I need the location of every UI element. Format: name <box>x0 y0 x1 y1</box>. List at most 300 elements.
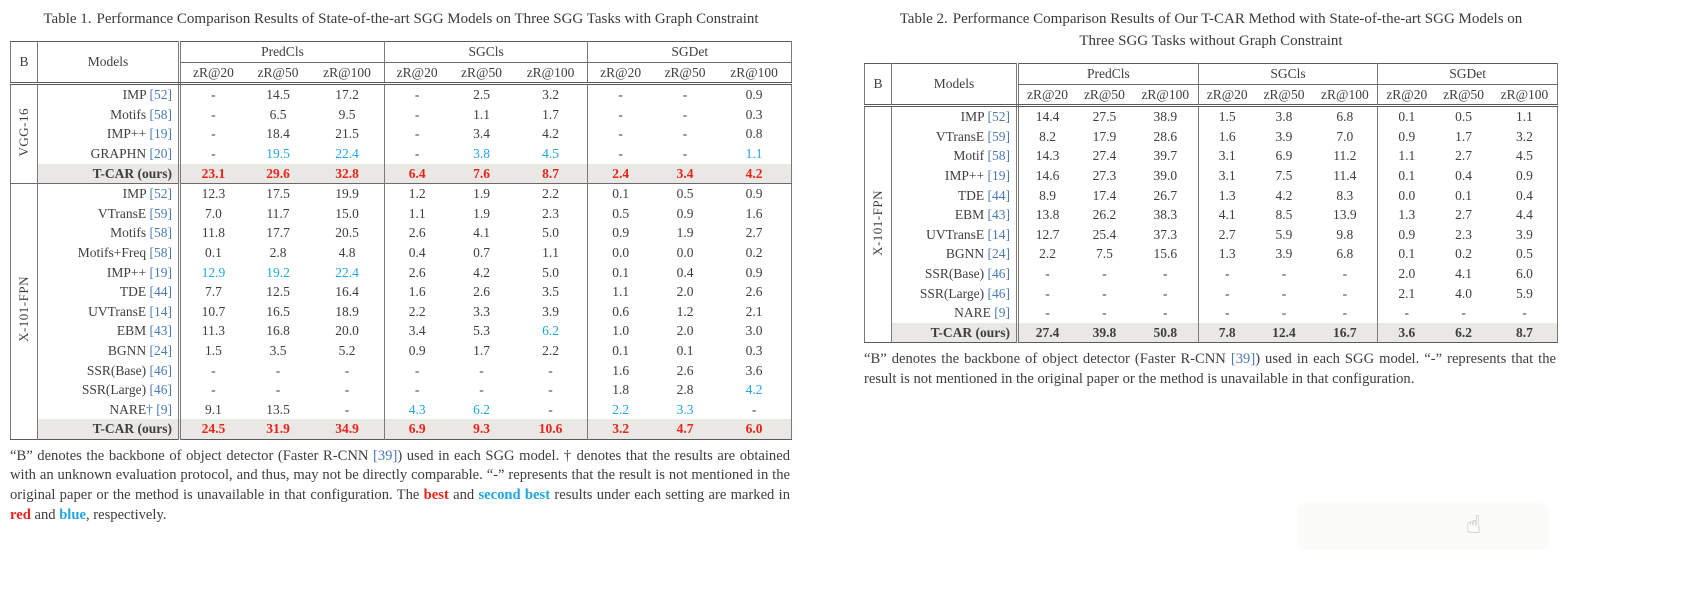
data-cell: 1.1 <box>1378 146 1435 166</box>
data-cell: 23.1 <box>180 164 246 184</box>
data-cell: 14.6 <box>1035 167 1060 183</box>
data-cell: 1.1 <box>473 106 490 122</box>
data-cell: 37.3 <box>1153 226 1178 242</box>
data-cell: - <box>1342 265 1348 281</box>
citation-ref[interactable]: [20] <box>149 145 172 161</box>
data-cell: 2.7 <box>745 225 763 241</box>
model-name: IMP <box>122 87 147 103</box>
data-cell: - <box>1198 264 1255 284</box>
model-name-cell <box>892 323 1018 343</box>
data-cell: 3.4 <box>473 126 490 142</box>
model-name: VTransE <box>935 128 985 144</box>
data-cell: 6.2 <box>1435 323 1492 343</box>
data-cell: 0.1 <box>1378 166 1435 186</box>
data-cell: - <box>1198 303 1255 323</box>
model-name-cell <box>892 166 1018 186</box>
data-cell: - <box>1461 305 1466 321</box>
citation-ref[interactable]: [58] <box>149 244 172 260</box>
backbone-col-header: B <box>11 42 38 84</box>
data-cell: 0.1 <box>1378 244 1435 264</box>
table-row <box>865 146 1558 166</box>
data-cell: 2.6 <box>384 223 449 243</box>
table-row <box>865 186 1558 206</box>
data-cell: 1.3 <box>1198 244 1255 264</box>
data-cell: 0.1 <box>588 184 653 204</box>
model-name: EBM <box>116 323 147 339</box>
metric-header: zR@100 <box>1492 84 1558 106</box>
data-cell: 1.1 <box>745 145 763 161</box>
data-cell: 3.6 <box>1378 323 1435 343</box>
citation-ref[interactable]: [44] <box>149 284 172 300</box>
data-cell: 2.2 <box>588 400 653 420</box>
table1-caption-label: Table 1. <box>43 11 92 27</box>
data-cell: - <box>384 361 449 381</box>
citation-ref[interactable]: [46] <box>149 362 172 378</box>
data-cell: 50.8 <box>1133 323 1199 343</box>
data-cell: 1.1 <box>384 204 449 224</box>
citation-ref[interactable]: [52] <box>987 109 1010 125</box>
table-row <box>11 263 792 283</box>
data-cell: 4.1 <box>1455 265 1472 281</box>
footnote-segment: , respectively. <box>85 506 167 523</box>
data-cell: 5.9 <box>1275 226 1293 242</box>
metric-header: zR@100 <box>1133 84 1199 106</box>
model-name: UVTransE <box>926 226 985 242</box>
data-cell: 2.2 <box>542 342 559 358</box>
data-cell: 0.0 <box>1378 186 1435 206</box>
data-cell: 16.4 <box>335 284 359 300</box>
model-name-cell <box>38 341 180 361</box>
data-cell: 7.7 <box>204 284 222 300</box>
data-cell: 6.5 <box>269 106 287 122</box>
table-row <box>11 223 792 243</box>
model-name: SSR(Large) <box>919 285 985 301</box>
data-cell: 3.2 <box>1516 128 1533 144</box>
data-cell: - <box>1102 285 1107 301</box>
data-cell: 19.9 <box>310 184 384 204</box>
task-group-header-predcls: PredCls <box>1018 64 1199 85</box>
data-cell: 15.6 <box>1153 246 1178 262</box>
data-cell: 2.0 <box>1378 264 1435 284</box>
data-cell: - <box>1045 285 1050 301</box>
data-cell: 2.6 <box>384 263 449 283</box>
metric-header: zR@20 <box>180 62 246 84</box>
metric-header: zR@50 <box>246 62 310 84</box>
data-cell: 0.9 <box>1378 127 1435 147</box>
data-cell: 0.9 <box>384 341 449 361</box>
footnote-segment: red <box>10 506 31 523</box>
data-cell: 26.7 <box>1153 187 1178 203</box>
data-cell: 22.4 <box>335 264 359 280</box>
table-row <box>11 419 792 439</box>
data-cell: 3.9 <box>1275 246 1293 262</box>
data-cell: 17.9 <box>1092 128 1117 144</box>
citation-ref[interactable]: [19] <box>149 126 172 142</box>
data-cell: 4.5 <box>1516 148 1533 164</box>
model-name: NARE <box>109 401 147 417</box>
model-name-cell <box>38 263 180 283</box>
data-cell: - <box>588 144 653 164</box>
data-cell: - <box>682 145 688 161</box>
data-cell: 5.3 <box>473 323 490 339</box>
model-name: EBM <box>954 207 985 223</box>
data-cell: 5.2 <box>338 342 356 358</box>
citation-ref[interactable]: [24] <box>149 342 172 358</box>
model-name-cell <box>892 284 1018 304</box>
data-cell: 3.6 <box>745 362 763 378</box>
data-cell: 8.9 <box>1039 187 1056 203</box>
footnote-segment: and <box>30 506 60 523</box>
footnote-segment: results under each setting are marked in <box>550 487 790 504</box>
data-cell: 1.1 <box>1516 109 1533 125</box>
footnote-segment: ) used in each SGG model. † denotes that the results are obtained with an unknown evaluation protocol, and thus, may not be directly comparable. “-” represents that the result is not mentioned in the original paper or the method is unavailable in that configuration. The <box>10 447 790 504</box>
citation-ref[interactable]: [59] <box>149 205 172 221</box>
models-col-header: Models <box>38 42 180 84</box>
data-cell: 3.0 <box>745 323 763 339</box>
data-cell: 31.9 <box>246 419 310 439</box>
data-cell: 2.7 <box>1198 225 1255 245</box>
data-cell: 3.5 <box>542 284 559 300</box>
data-cell: 3.9 <box>1275 128 1293 144</box>
data-cell: 1.1 <box>542 244 559 260</box>
citation-ref[interactable]: [19] <box>149 264 172 280</box>
data-cell: 0.9 <box>676 205 694 221</box>
data-cell: - <box>211 87 216 103</box>
data-cell: 14.4 <box>1035 109 1060 125</box>
task-group-header-sgcls: SGCls <box>1198 64 1378 85</box>
data-cell: - <box>751 401 757 417</box>
data-cell: 16.7 <box>1312 323 1378 343</box>
metric-header: zR@100 <box>1312 84 1378 106</box>
data-cell: 4.2 <box>473 264 490 280</box>
data-cell: 0.9 <box>717 184 791 204</box>
data-cell: 38.3 <box>1153 207 1178 223</box>
citation-ref[interactable]: [43] <box>149 323 172 339</box>
footnote-segment: ) used in each SGG model. “-” represents that the result is not mentioned in the original paper or the method is unavailable in that configuration. <box>864 351 1556 387</box>
table1-caption-text: Performance Comparison Results of State-of-the-art SGG Models on Three SGG Tasks with Graph Constraint <box>96 11 759 27</box>
backbone-col-header: B <box>865 64 892 106</box>
data-cell: 17.5 <box>246 184 310 204</box>
data-cell: - <box>1163 265 1168 281</box>
data-cell: - <box>588 105 653 125</box>
data-cell: - <box>1163 305 1168 321</box>
model-name-cell <box>892 127 1018 147</box>
metric-header: zR@50 <box>1076 84 1133 106</box>
model-name: Motifs <box>110 106 147 122</box>
model-name: IMP++ <box>106 264 147 280</box>
metric-header: zR@20 <box>1198 84 1255 106</box>
metric-header: zR@50 <box>1256 84 1313 106</box>
data-cell: 5.9 <box>1516 285 1533 301</box>
data-cell: 0.1 <box>1378 106 1435 127</box>
data-cell: - <box>1342 305 1348 321</box>
model-name: NARE <box>954 305 991 321</box>
data-cell: 4.2 <box>1275 187 1293 203</box>
footnote-segment: “B” denotes the backbone of object detector (Faster R-CNN <box>10 447 373 464</box>
citation-ref[interactable]: [14] <box>987 226 1010 242</box>
data-cell: 9.5 <box>338 106 356 122</box>
data-cell: 0.3 <box>745 342 763 358</box>
model-name: BGNN <box>107 342 147 358</box>
data-cell: 0.4 <box>384 243 449 263</box>
model-name-cell <box>38 282 180 302</box>
table-row <box>865 303 1558 323</box>
data-cell: 11.3 <box>201 323 225 339</box>
data-cell: 28.6 <box>1153 128 1178 144</box>
data-cell: 25.4 <box>1092 226 1117 242</box>
citation-ref[interactable]: [14] <box>149 303 172 319</box>
data-cell: 0.9 <box>1378 225 1435 245</box>
data-cell: 6.8 <box>1336 246 1354 262</box>
model-name: SSR(Base) <box>924 265 985 281</box>
data-cell: - <box>211 126 216 142</box>
table1-footnote <box>10 447 792 525</box>
table1-panel <box>10 8 792 525</box>
data-cell: - <box>1102 305 1107 321</box>
model-name: TDE <box>957 187 985 203</box>
data-cell: 6.4 <box>384 164 449 184</box>
data-cell: 32.8 <box>310 164 384 184</box>
model-name: BGNN <box>945 246 985 262</box>
data-cell: 18.9 <box>335 303 359 319</box>
model-name-cell <box>892 205 1018 225</box>
data-cell: 1.2 <box>676 303 694 319</box>
data-cell: 6.2 <box>473 401 490 417</box>
task-group-header-predcls: PredCls <box>180 42 385 63</box>
data-cell: 6.0 <box>1516 265 1533 281</box>
metric-header: zR@50 <box>653 62 717 84</box>
citation-ref[interactable]: [58] <box>149 106 172 122</box>
data-cell: 13.5 <box>266 401 290 417</box>
data-cell: - <box>1163 285 1168 301</box>
footnote-segment[interactable]: [39] <box>372 447 398 464</box>
data-cell: 1.6 <box>384 282 449 302</box>
data-cell: 27.5 <box>1092 109 1117 125</box>
data-cell: 14.3 <box>1035 148 1060 164</box>
citation-ref[interactable]: [58] <box>987 148 1010 164</box>
data-cell: 2.3 <box>542 205 559 221</box>
table-row <box>11 84 792 105</box>
model-name-cell <box>892 264 1018 284</box>
footnote-segment[interactable]: [39] <box>1230 351 1256 368</box>
data-cell: - <box>682 106 688 122</box>
model-name: VTransE <box>97 205 147 221</box>
data-cell: - <box>384 124 449 144</box>
data-cell: 26.2 <box>1092 207 1117 223</box>
citation-ref[interactable]: [59] <box>987 128 1010 144</box>
data-cell: 3.3 <box>676 401 694 417</box>
data-cell: 0.1 <box>588 341 653 361</box>
data-cell: 12.5 <box>266 284 290 300</box>
data-cell: 12.3 <box>180 184 246 204</box>
data-cell: 39.7 <box>1153 148 1178 164</box>
data-cell: 6.0 <box>717 419 791 439</box>
table-row <box>11 204 792 224</box>
data-cell: 0.0 <box>676 244 694 260</box>
citation-ref[interactable]: [58] <box>149 225 172 241</box>
footnote-segment: and <box>448 487 479 504</box>
data-cell: 0.7 <box>473 244 490 260</box>
model-name: SSR(Large) <box>81 382 147 398</box>
data-cell: 6.9 <box>384 419 449 439</box>
table2-caption-text: Performance Comparison Results of Our T-CAR Method with State-of-the-art SGG Models on Three SGG Tasks without Graph Constraint <box>952 11 1523 49</box>
data-cell: 0.8 <box>745 126 763 142</box>
data-cell: 29.6 <box>246 164 310 184</box>
table1-caption <box>10 8 792 30</box>
citation-ref[interactable]: [9] <box>156 401 172 417</box>
model-name-cell <box>892 244 1018 264</box>
hand-cursor-icon: ☝ <box>1466 510 1482 539</box>
table-row <box>11 144 792 164</box>
table-row <box>11 380 792 400</box>
table-row <box>865 244 1558 264</box>
citation-ref[interactable]: [43] <box>987 207 1010 223</box>
data-cell: 5.0 <box>542 225 559 241</box>
data-cell: 4.0 <box>1455 285 1472 301</box>
data-cell: - <box>344 382 350 398</box>
citation-ref[interactable]: [19] <box>987 167 1010 183</box>
metric-header: zR@50 <box>1435 84 1492 106</box>
table-row <box>11 361 792 381</box>
model-name: T-CAR (ours) <box>92 421 172 437</box>
data-cell: 0.0 <box>588 243 653 263</box>
data-cell: 17.2 <box>335 87 359 103</box>
data-cell: 1.5 <box>1198 106 1255 127</box>
data-cell: 2.7 <box>1455 207 1472 223</box>
data-cell: 39.8 <box>1076 323 1133 343</box>
model-name-cell <box>38 380 180 400</box>
model-name-cell <box>38 164 180 184</box>
data-cell: 5.0 <box>542 264 559 280</box>
data-cell: - <box>211 145 216 161</box>
data-cell: 16.8 <box>266 323 290 339</box>
data-cell: 2.4 <box>588 164 653 184</box>
model-name-cell <box>38 361 180 381</box>
model-name: TDE <box>119 284 147 300</box>
data-cell: 2.0 <box>676 284 694 300</box>
data-cell: 12.4 <box>1256 323 1313 343</box>
data-cell: 12.7 <box>1035 226 1060 242</box>
metric-header: zR@100 <box>717 62 791 84</box>
data-cell: 1.2 <box>384 184 449 204</box>
data-cell: - <box>1198 284 1255 304</box>
data-cell: 13.8 <box>1035 207 1060 223</box>
data-cell: 1.3 <box>1378 205 1435 225</box>
metric-header: zR@100 <box>310 62 384 84</box>
footnote-segment: second best <box>478 487 551 504</box>
data-cell: - <box>1281 265 1287 281</box>
data-cell: 7.5 <box>1275 167 1293 183</box>
data-cell: 27.4 <box>1018 323 1077 343</box>
data-cell: 8.7 <box>514 164 588 184</box>
data-cell: - <box>344 362 350 378</box>
data-cell: 1.6 <box>1198 127 1255 147</box>
model-name: SSR(Base) <box>86 362 147 378</box>
data-cell: - <box>344 401 350 417</box>
data-cell: 3.1 <box>1198 166 1255 186</box>
data-cell: 20.0 <box>335 323 359 339</box>
data-cell: 1.7 <box>542 106 559 122</box>
data-cell: 38.9 <box>1153 109 1178 125</box>
data-cell: 0.6 <box>588 302 653 322</box>
citation-ref[interactable]: [52] <box>149 87 172 103</box>
data-cell: 8.2 <box>1039 128 1056 144</box>
model-name: Motifs+Freq <box>77 244 147 260</box>
data-cell: - <box>1281 285 1287 301</box>
metric-header: zR@20 <box>588 62 653 84</box>
model-name-cell <box>38 184 180 204</box>
data-cell: 2.1 <box>1378 284 1435 304</box>
data-cell: 2.3 <box>1455 226 1472 242</box>
data-cell: 4.5 <box>542 145 559 161</box>
footnote-segment: blue <box>59 506 86 523</box>
data-cell: - <box>275 362 281 378</box>
data-cell: 7.5 <box>1095 246 1113 262</box>
metric-header: zR@20 <box>1378 84 1435 106</box>
model-name: Motif <box>953 148 985 164</box>
data-cell: 3.9 <box>542 303 559 319</box>
table-row <box>865 225 1558 245</box>
model-name: IMP <box>960 109 985 125</box>
data-cell: 11.8 <box>201 225 225 241</box>
citation-ref[interactable]: [24] <box>987 246 1010 262</box>
data-cell: - <box>275 382 281 398</box>
data-cell: 6.9 <box>1275 148 1293 164</box>
data-cell: 18.4 <box>266 126 290 142</box>
data-cell: 7.8 <box>1198 323 1255 343</box>
citation-ref[interactable]: [46] <box>149 382 172 398</box>
citation-ref[interactable]: [46] <box>987 265 1010 281</box>
data-cell: - <box>1342 285 1348 301</box>
data-cell: 0.5 <box>588 204 653 224</box>
data-cell: 4.3 <box>384 400 449 420</box>
data-cell: - <box>1378 303 1435 323</box>
citation-ref[interactable]: [9] <box>994 305 1010 321</box>
data-cell: 0.5 <box>1516 246 1533 262</box>
citation-ref[interactable]: [46] <box>987 285 1010 301</box>
data-cell: 10.7 <box>201 303 226 319</box>
table-row <box>11 400 792 420</box>
data-cell: 2.8 <box>269 244 287 260</box>
data-cell: 0.9 <box>1516 167 1533 183</box>
data-cell: 3.2 <box>588 419 653 439</box>
citation-ref[interactable]: [44] <box>987 187 1010 203</box>
data-cell: 3.2 <box>542 87 559 103</box>
data-cell: 17.7 <box>266 225 290 241</box>
metric-header: zR@20 <box>1018 84 1077 106</box>
data-cell: 0.1 <box>676 342 694 358</box>
data-cell: 27.4 <box>1092 148 1117 164</box>
data-cell: - <box>588 124 653 144</box>
model-name: GRAPHN <box>90 145 147 161</box>
backbone-label: VGG-16 <box>16 107 32 157</box>
data-cell: - <box>211 362 216 378</box>
data-cell: 0.4 <box>676 264 694 280</box>
citation-ref[interactable]: [52] <box>149 186 172 202</box>
model-name: Motifs <box>110 225 147 241</box>
table-row <box>11 321 792 341</box>
data-cell: 4.2 <box>745 382 763 398</box>
data-cell: 12.9 <box>201 264 226 280</box>
data-cell: 7.6 <box>449 164 513 184</box>
table-row <box>865 106 1558 127</box>
models-col-header: Models <box>892 64 1018 106</box>
model-name-cell <box>892 106 1018 127</box>
table-row <box>865 166 1558 186</box>
data-cell: 11.7 <box>266 205 290 221</box>
data-cell: 2.1 <box>745 303 763 319</box>
model-name-cell <box>38 84 180 105</box>
